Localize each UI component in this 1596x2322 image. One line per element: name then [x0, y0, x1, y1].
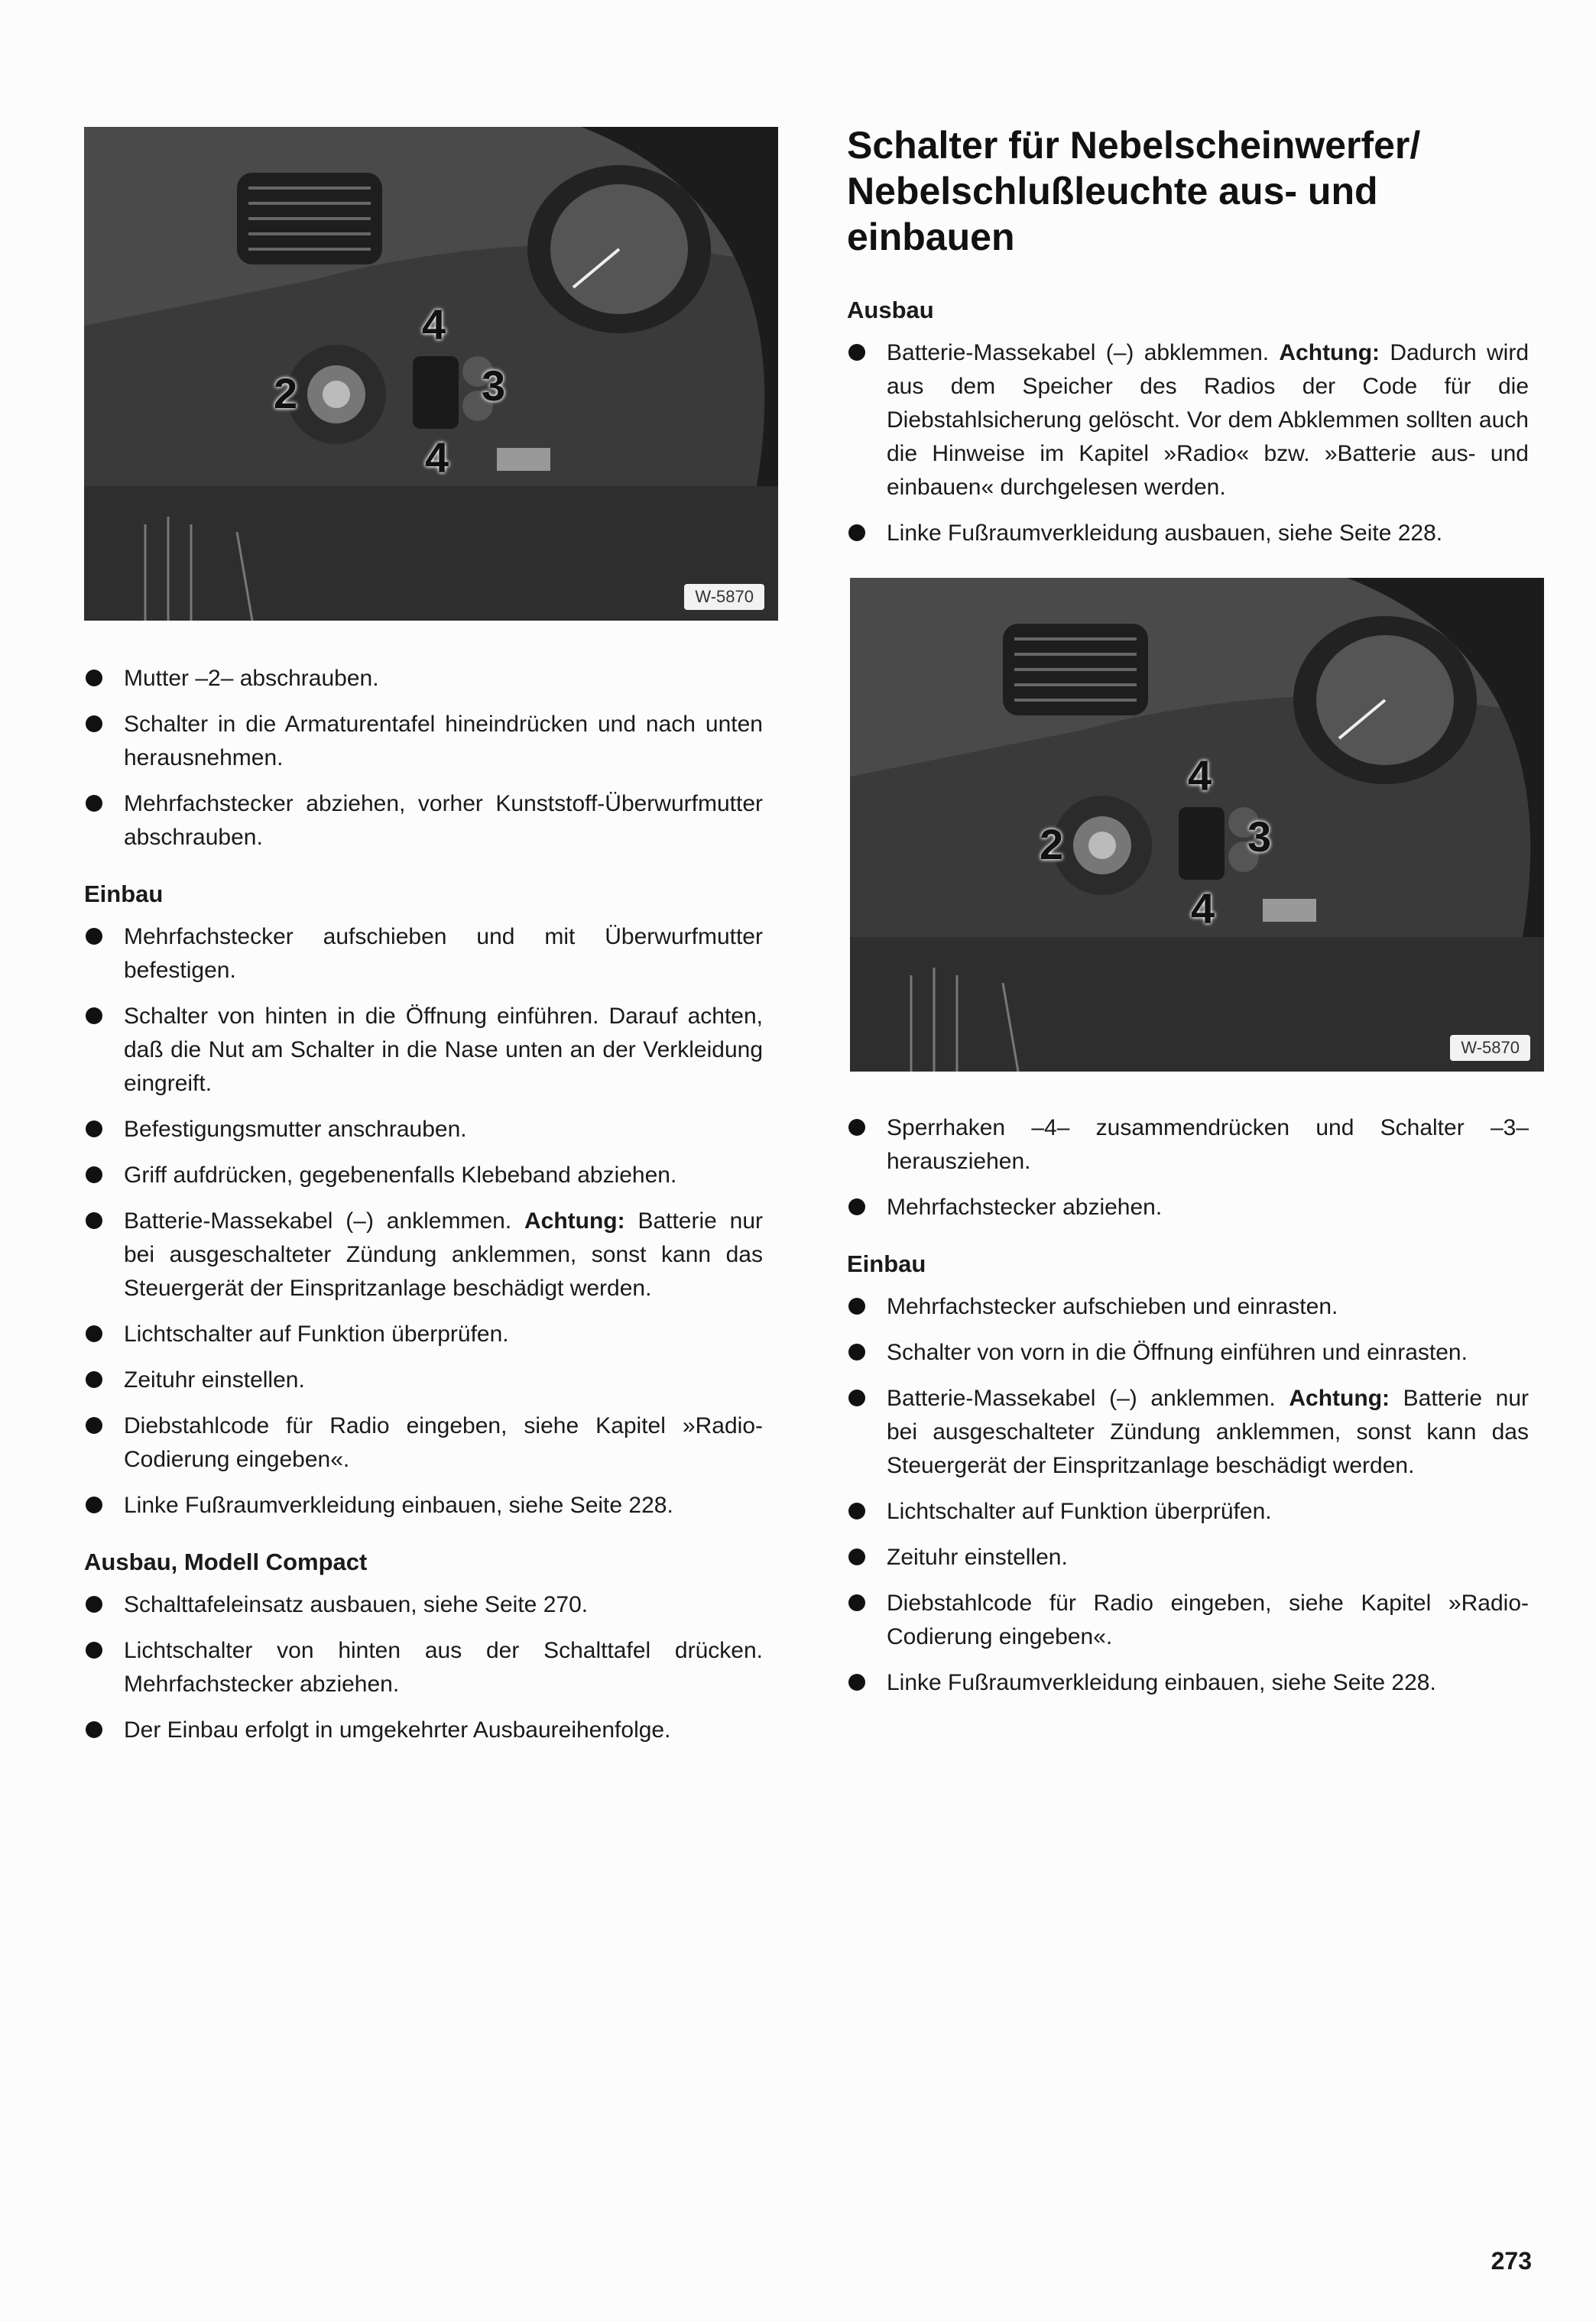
step-item [847, 1111, 1529, 1179]
step-list [847, 1111, 1529, 1224]
page-number: 273 [1491, 2247, 1532, 2275]
step-text: Schalter in die Armaturentafel hineindrücken und nach unten herausnehmen. [124, 712, 763, 770]
step-text: Zeituhr einstellen. [887, 1545, 1068, 1570]
bullet-dot-icon [848, 1549, 865, 1565]
left-column [84, 662, 763, 1759]
bullet-dot-icon [86, 1497, 102, 1513]
step-item [84, 708, 763, 775]
bullet-dot-icon [86, 1120, 102, 1137]
step-text: Sperrhaken –4– zusammendrücken und Schalter –3– herausziehen. [887, 1115, 1529, 1174]
step-list [84, 920, 763, 1523]
callout-label: 4 [422, 300, 446, 349]
bullet-dot-icon [848, 1594, 865, 1611]
step-item [847, 1382, 1529, 1483]
step-item [84, 662, 763, 696]
page-title: Schalter für Nebelscheinwerfer/ Nebelschlußleuchte aus- und einbauen [847, 124, 1421, 258]
step-text: Mutter –2– abschrauben. [124, 666, 379, 691]
bullet-dot-icon [848, 1298, 865, 1315]
section-heading: Ausbau [847, 297, 934, 323]
bullet-dot-icon [848, 344, 865, 361]
step-warning-label: Achtung: [1289, 1386, 1390, 1411]
step-text: Batterie-Massekabel (–) abklemmen. [887, 340, 1280, 365]
dashboard-illustration [84, 127, 778, 621]
step-text: Batterie-Massekabel (–) anklemmen. [124, 1208, 524, 1234]
step-text: Mehrfachstecker abziehen. [887, 1195, 1163, 1220]
bullet-dot-icon [848, 1119, 865, 1136]
step-item [84, 1714, 763, 1747]
bullet-dot-icon [86, 1721, 102, 1738]
bullet-dot-icon [86, 1212, 102, 1229]
bullet-dot-icon [86, 1325, 102, 1342]
step-warning-label: Achtung: [524, 1208, 625, 1234]
step-item [84, 1113, 763, 1146]
step-text: Lichtschalter auf Funktion überprüfen. [124, 1322, 509, 1347]
step-warning-label: Achtung: [1279, 340, 1380, 365]
step-item [847, 1290, 1529, 1324]
callout-label: 2 [274, 369, 298, 417]
dashboard-photo-right [850, 578, 1544, 1072]
bullet-dot-icon [848, 524, 865, 541]
step-text: Mehrfachstecker aufschieben und mit Überwurfmutter befestigen. [124, 924, 763, 983]
step-item [847, 336, 1529, 504]
bullet-dot-icon [86, 1596, 102, 1613]
step-text: Linke Fußraumverkleidung einbauen, siehe Seite 228. [887, 1670, 1436, 1695]
step-text: Linke Fußraumverkleidung einbauen, siehe Seite 228. [124, 1493, 673, 1518]
bullet-dot-icon [86, 1166, 102, 1183]
step-text: Diebstahlcode für Radio eingeben, siehe Kapitel »Radio-Codierung eingeben«. [887, 1591, 1529, 1649]
step-text: Lichtschalter von hinten aus der Schalttafel drücken. Mehrfachstecker abziehen. [124, 1638, 763, 1697]
step-item [84, 920, 763, 987]
step-item [84, 1364, 763, 1397]
step-item [847, 1191, 1529, 1224]
step-list [84, 662, 763, 855]
step-text: Lichtschalter auf Funktion überprüfen. [887, 1499, 1272, 1524]
callout-label: 4 [1191, 884, 1215, 932]
step-item [847, 1666, 1529, 1700]
step-text: Diebstahlcode für Radio eingeben, siehe Kapitel »Radio-Codierung eingeben«. [124, 1413, 763, 1472]
step-text: Schalter von hinten in die Öffnung einführen. Darauf achten, daß die Nut am Schalter in die Nase unten an der Verkleidung eingreift. [124, 1004, 763, 1096]
step-item [84, 1318, 763, 1351]
step-item [84, 787, 763, 855]
step-item [847, 1587, 1529, 1654]
step-text: Batterie-Massekabel (–) anklemmen. [887, 1386, 1289, 1411]
step-item [84, 1000, 763, 1101]
callout-label: 3 [482, 362, 506, 410]
right-column-bottom [847, 1111, 1529, 1712]
step-item [847, 517, 1529, 550]
callout-label: 3 [1247, 812, 1272, 861]
bullet-dot-icon [86, 928, 102, 945]
section-heading: Einbau [847, 1250, 926, 1277]
step-text: Zeituhr einstellen. [124, 1367, 305, 1393]
step-text: Schalttafeleinsatz ausbauen, siehe Seite 270. [124, 1592, 589, 1617]
bullet-dot-icon [848, 1344, 865, 1360]
bullet-dot-icon [848, 1390, 865, 1406]
bullet-dot-icon [86, 1371, 102, 1388]
step-item [847, 1336, 1529, 1370]
step-text: Mehrfachstecker abziehen, vorher Kunststoff-Überwurfmutter abschrauben. [124, 791, 763, 850]
step-text: Mehrfachstecker aufschieben und einrasten. [887, 1294, 1338, 1319]
step-text: Batterie nur bei ausgeschalteter Zündung anklemmen, sonst kann das Steuergerät der Einspritzanlage beschädigt werden. [887, 1386, 1529, 1478]
image-code-label: W-5870 [684, 584, 764, 610]
step-text: Der Einbau erfolgt in umgekehrter Ausbaureihenfolge. [124, 1717, 671, 1743]
step-text: Griff aufdrücken, gegebenenfalls Klebeband abziehen. [124, 1163, 677, 1188]
bullet-dot-icon [86, 1642, 102, 1659]
callout-label: 4 [425, 433, 449, 482]
step-list [84, 1588, 763, 1747]
image-code-label: W-5870 [1450, 1035, 1530, 1061]
step-list [847, 336, 1529, 550]
section-heading: Ausbau, Modell Compact [84, 1549, 368, 1575]
step-text: Befestigungsmutter anschrauben. [124, 1117, 467, 1142]
step-item [84, 1588, 763, 1622]
callout-label: 4 [1188, 751, 1212, 799]
step-item [84, 1634, 763, 1701]
step-text: Batterie nur bei ausgeschalteter Zündung anklemmen, sonst kann das Steuergerät der Einspritzanlage beschädigt werden. [124, 1208, 764, 1301]
bullet-dot-icon [848, 1198, 865, 1215]
callout-label: 2 [1040, 820, 1064, 868]
step-text: Dadurch wird aus dem Speicher des Radios der Code für die Diebstahlsicherung gelöscht. Vor dem Abklemmen sollten auch die Hinweise im Kapitel »Radio« bzw. »Batterie aus- und einbauen« durchgelesen werden. [887, 340, 1529, 500]
step-list [847, 1290, 1529, 1700]
step-item [84, 1205, 763, 1305]
step-item [84, 1159, 763, 1192]
section-heading: Einbau [84, 880, 164, 907]
bullet-dot-icon [86, 1417, 102, 1434]
dashboard-illustration [850, 578, 1544, 1072]
right-column-top [847, 122, 1529, 563]
bullet-dot-icon [86, 795, 102, 812]
step-item [847, 1541, 1529, 1574]
step-text: Linke Fußraumverkleidung ausbauen, siehe Seite 228. [887, 521, 1443, 546]
bullet-dot-icon [86, 1007, 102, 1024]
step-item [84, 1489, 763, 1523]
bullet-dot-icon [86, 670, 102, 686]
bullet-dot-icon [848, 1674, 865, 1691]
bullet-dot-icon [86, 715, 102, 732]
step-text: Schalter von vorn in die Öffnung einführen und einrasten. [887, 1340, 1468, 1365]
bullet-dot-icon [848, 1503, 865, 1519]
step-item [84, 1409, 763, 1477]
dashboard-photo-left [84, 127, 778, 621]
step-item [847, 1495, 1529, 1529]
